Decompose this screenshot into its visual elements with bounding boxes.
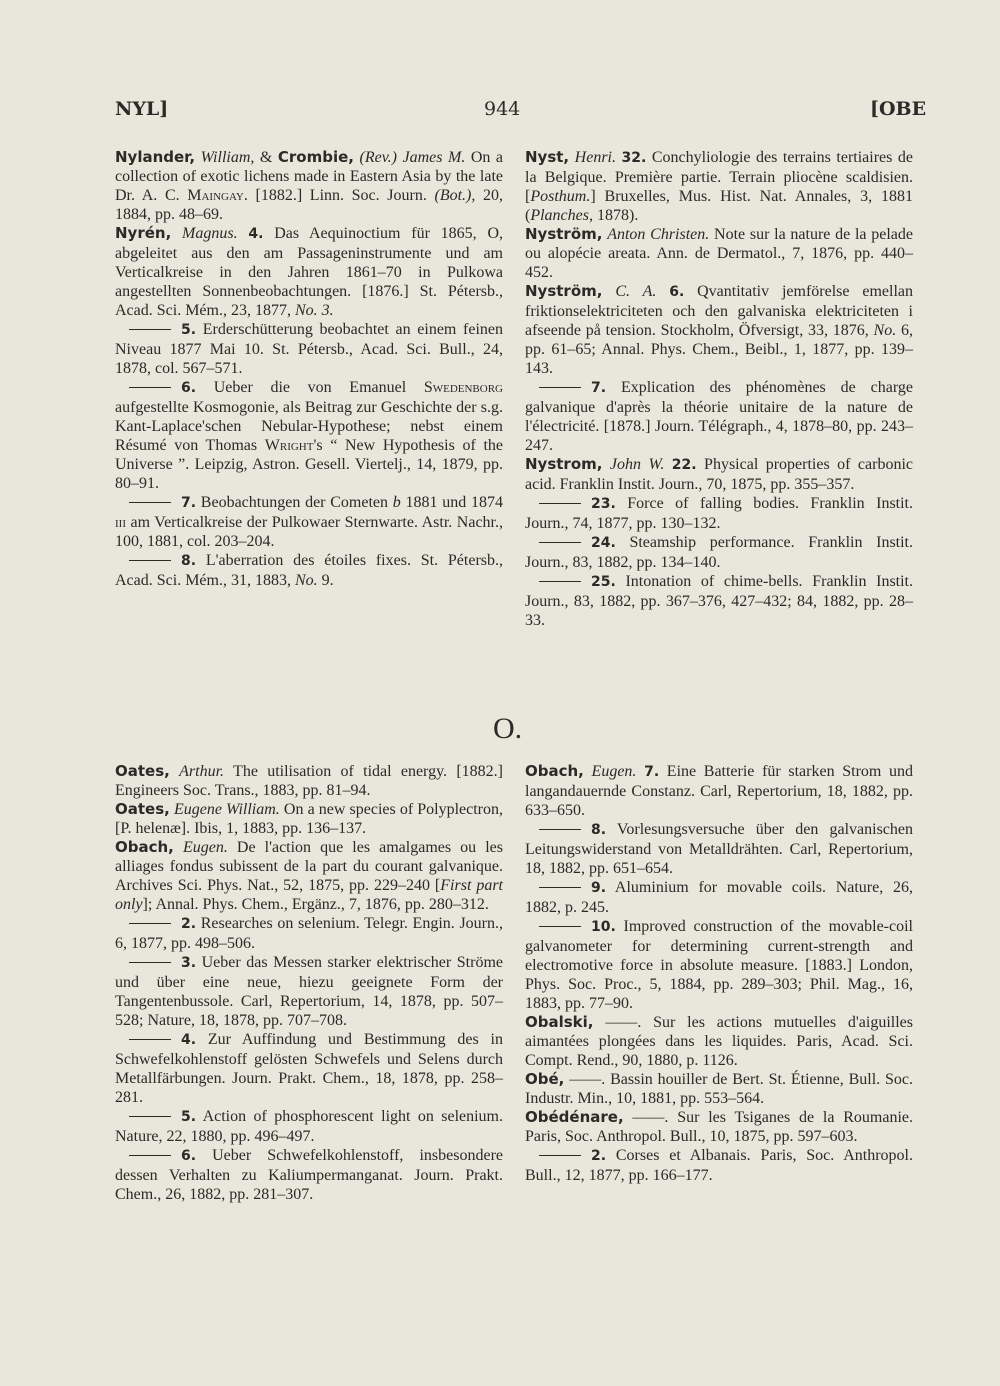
ditto-dash [539,1155,581,1156]
ditto-dash [129,502,171,503]
ditto-dash [539,887,581,888]
entry: Obé, ——. Bassin houiller de Bert. St. Étienne, Bull. Soc. Industr. Min., 10, 1881, pp. 553–564. [525,1070,913,1107]
ditto-dash [539,829,581,830]
entry: Nylander, William, & Crombie, (Rev.) James M. On a collection of exotic lichens made in Eastern Asia by the late Dr. A. C. Maingay. [1882.] Linn. Soc. Journ. (Bot.), 20, 1884, pp. 48–69. [115,148,504,223]
ditto-dash [539,387,581,388]
ditto-dash [129,329,171,330]
ditto-dash [129,1039,171,1040]
entry: Nystrom, John W. 22. Physical properties of carbonic acid. Franklin Instit. Journ., 70, 1875, pp. 355–357. [525,455,914,493]
header-right: [OBE [870,98,927,120]
entry: 5. Action of phosphorescent light on selenium. Nature, 22, 1880, pp. 496–497. [115,1108,503,1145]
entry: 6. Ueber Schwefelkohlenstoff, insbesondere dessen Verhalten zu Kaliumpermanganat. Journ. Prakt. Chem., 26, 1882, pp. 281–307. [115,1147,503,1203]
entry: Obach, Eugen. De l'action que les amalgames ou les alliages fondus subissent de la part du courant galvanique. Archives Sci. Phys. Nat., 52, 1875, pp. 229–240 [First part only]; Annal. Phys. Chem., Ergänz., 7, 1876, pp. 280–312. [115,838,504,913]
entry: 10. Improved construction of the movable-coil galvanometer for determining current-strength and electromotive force in absolute measure. [1883.] London, Phys. Soc. Proc., 5, 1884, pp. 289–303; Phil. Mag., 16, 1883, pp. 77–90. [525,918,913,1012]
running-header [0,98,1000,128]
entry: 2. Researches on selenium. Telegr. Engin. Journ., 6, 1877, pp. 498–506. [115,915,503,952]
ditto-dash [129,1116,171,1117]
top-left-column [115,148,503,590]
section-letter: O. [493,712,523,745]
entry: Oates, Arthur. The utilisation of tidal energy. [1882.] Engineers Soc. Trans., 1883, pp. 81–94. [115,762,503,799]
ditto-dash [129,387,171,388]
ditto-dash [129,1155,171,1156]
entry: 2. Corses et Albanais. Paris, Soc. Anthropol. Bull., 12, 1877, pp. 166–177. [525,1147,913,1184]
bottom-left-column [115,762,503,1204]
entry: Obach, Eugen. 7. Eine Batterie für starken Strom und langandauernde Constanz. Carl, Repertorium, 18, 1882, pp. 633–650. [525,762,914,819]
entry: Nyström, Anton Christen. Note sur la nature de la pelade ou alopécie areata. Ann. de Dermatol., 7, 1876, pp. 440–452. [525,225,913,281]
entry: Nyrén, Magnus. 4. Das Aequinoctium für 1865, O, abgeleitet aus den am Passageninstrumente und am Verticalkreise in den Jahren 1861–70 in Pulkowa angestellten Sonnenbeobachtungen. [1876.] St. Pétersb., Acad. Sci. Mém., 23, 1877, No. 3. [115,224,504,319]
ditto-dash [539,926,581,927]
entry: Obalski, ——. Sur les actions mutuelles d'aiguilles aimantées plongées dans les liquides. Paris, Acad. Sci. Compt. Rend., 90, 1880, p. 1126. [525,1013,913,1069]
ditto-dash [129,560,171,561]
entry: 8. L'aberration des étoiles fixes. St. Pétersb., Acad. Sci. Mém., 31, 1883, No. 9. [115,552,503,589]
entry: 5. Erderschütterung beobachtet an einem feinen Niveau 1877 Mai 10. St. Pétersb., Acad. Sci. Bull., 24, 1878, col. 567–571. [115,321,503,377]
entry: 8. Vorlesungsversuche über den galvanischen Leitungswiderstand von Metalldrähten. Carl, Repertorium, 18, 1882, pp. 651–654. [525,821,913,877]
ditto-dash [539,503,581,504]
entry: 6. Ueber die von Emanuel Swedenborg aufgestellte Kosmogonie, als Beitrag zur Geschichte der s.g. Kant-Laplace'schen Nebular-Hypothese; nebst einem Résumé von Thomas Wright's “ New Hypothesis of the Universe ”. Leipzig, Astron. Gesell. Viertelj., 14, 1879, pp. 80–91. [115,379,503,492]
ditto-dash [129,962,171,963]
entry: 7. Explication des phénomènes de charge galvanique d'après la théorie unitaire de la nature de l'électricité. [1878.] Journ. Télégraph., 4, 1878–80, pp. 243–247. [525,379,913,454]
ditto-dash [539,542,581,543]
entry: 3. Ueber das Messen starker elektrischer Ströme und über eine neue, hiezu geeignete Form der Tangentenbussole. Carl, Repertorium, 14, 1878, pp. 507–528; Nature, 18, 1878, pp. 707–708. [115,954,503,1029]
entry: Nyström, C. A. 6. Qvantitativ jemförelse emellan friktionselektriciteten och den galvaniska elektriciteten i afseende på tension. Stockholm, Öfversigt, 33, 1876, No. 6, pp. 61–65; Annal. Phys. Chem., Beibl., 1, 1877, pp. 139–143. [525,282,914,377]
entry: Oates, Eugene William. On a new species of Polyplectron, [P. helenæ]. Ibis, 1, 1883, pp. 136–137. [115,800,504,837]
ditto-dash [539,581,581,582]
entry: Obédénare, ——. Sur les Tsiganes de la Roumanie. Paris, Soc. Anthropol. Bull., 10, 1875, pp. 597–603. [525,1108,913,1145]
page-number: 944 [484,98,521,120]
entry: 23. Force of falling bodies. Franklin Instit. Journ., 74, 1877, pp. 130–132. [525,495,913,532]
entry: Nyst, Henri. 32. Conchyliologie des terrains tertiaires de la Belgique. Première partie. Terrain pliocène scaldisien. [Posthum.] Bruxelles, Mus. Hist. Nat. Annales, 3, 1881 (Planches, 1878). [525,148,914,224]
header-left: NYL] [115,98,169,120]
entry: 24. Steamship performance. Franklin Instit. Journ., 83, 1882, pp. 134–140. [525,534,913,571]
entry: 9. Aluminium for movable coils. Nature, 26, 1882, p. 245. [525,879,913,916]
entry: 4. Zur Auffindung und Bestimmung des in Schwefelkohlenstoff gelösten Schwefels und Selens durch Metallfärbungen. Journ. Prakt. Chem., 18, 1878, pp. 258–281. [115,1031,503,1106]
ditto-dash [129,923,171,924]
entry: 7. Beobachtungen der Cometen b 1881 und 1874 iii am Verticalkreise der Pulkowaer Sternwarte. Astr. Nachr., 100, 1881, col. 203–204. [115,494,504,550]
bottom-right-column [525,762,913,1185]
entry: 25. Intonation of chime-bells. Franklin Instit. Journ., 83, 1882, pp. 367–376, 427–432; 84, 1882, pp. 28–33. [525,573,913,629]
top-right-column [525,148,913,630]
